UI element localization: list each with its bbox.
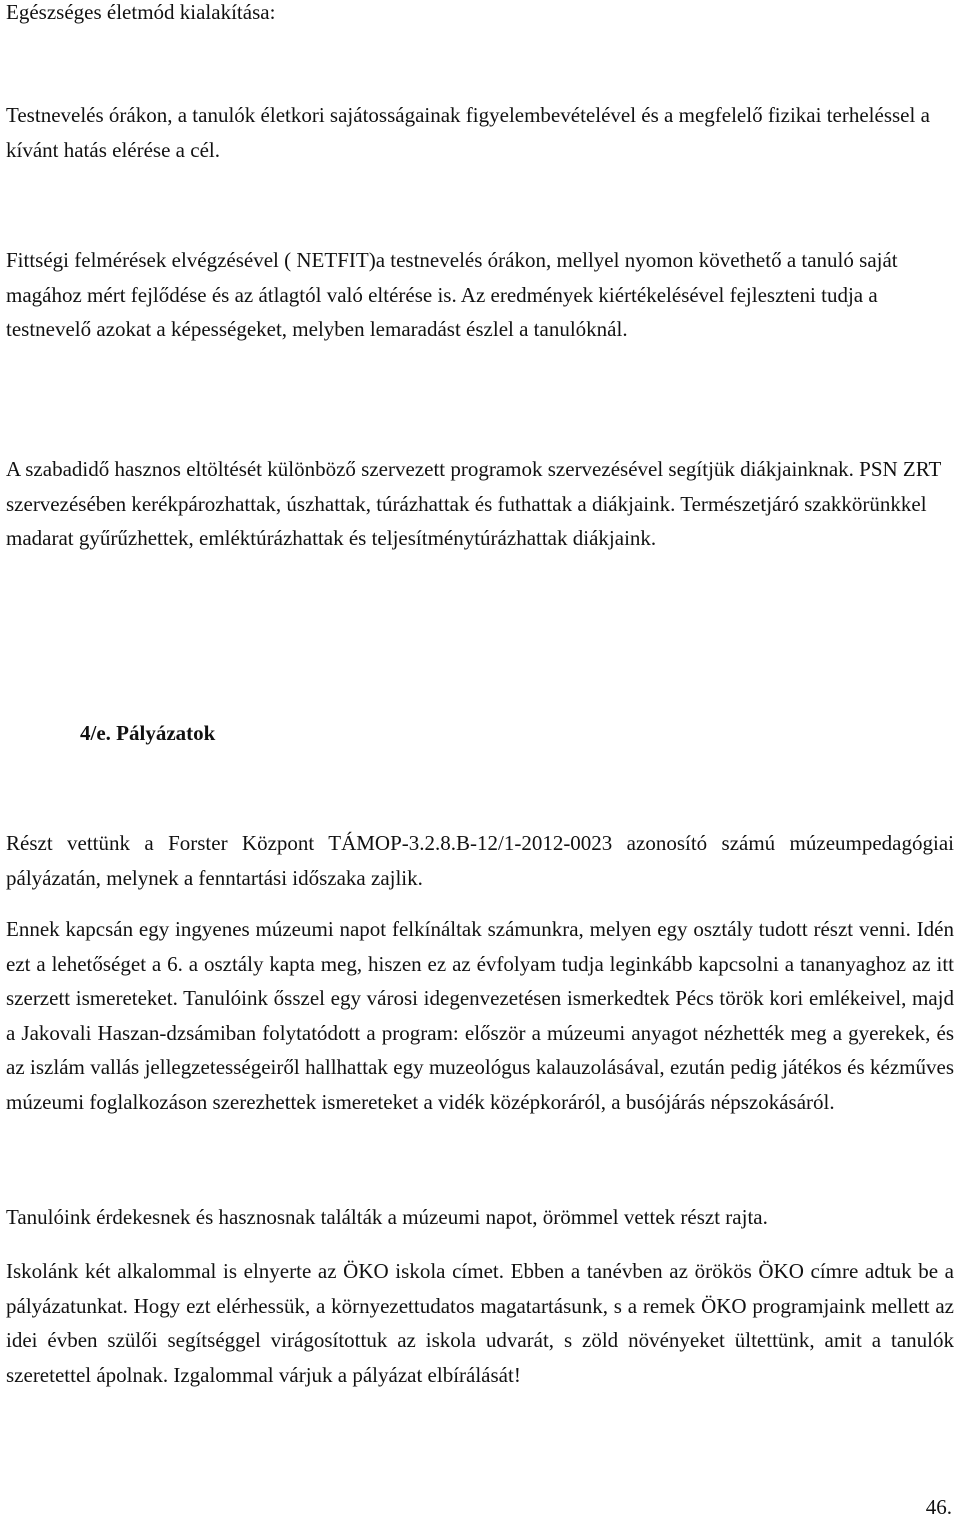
section-heading: 4/e. Pályázatok — [80, 721, 216, 745]
paragraph-students-opinion: Tanulóink érdekesnek és hasznosnak találták a múzeumi napot, örömmel vettek részt rajta. — [6, 1205, 768, 1229]
paragraph-free-time: A szabadidő hasznos eltöltését különböző szervezett programok szervezésével segítjük diákjainknak. PSN ZRT szervezésében kerékpározhattak, úszhattak, túrázhattak és futhattak a diákjaink. Természetjáró szakkörünkkel madarat gyűrűzhettek, emléktúrázhattak és teljesítménytúrázhattak diákjaink. — [6, 457, 941, 550]
intro-heading: Egészséges életmód kialakítása: — [6, 0, 276, 24]
paragraph-physical-education: Testnevelés órákon, a tanulók életkori sajátosságainak figyelembevételével és a megfelelő fizikai terheléssel a kívánt hatás elérése a cél. — [6, 103, 930, 162]
paragraph-netfit: Fittségi felmérések elvégzésével ( NETFIT)a testnevelés órákon, mellyel nyomon követhető a tanuló saját magához mért fejlődése és az átlagtól való eltérése is. Az eredmények kiértékelésével fejleszteni tudja a testnevelő azokat a képességeket, melyben lemaradást észlel a tanulóknál. — [6, 248, 898, 341]
paragraph-forster: Részt vettünk a Forster Központ TÁMOP-3.2.8.B-12/1-2012-0023 azonosító számú múzeumpedagógiai pályázatán, melynek a fenntartási időszaka zajlik. — [6, 831, 954, 890]
paragraph-museum-day: Ennek kapcsán egy ingyenes múzeumi napot felkínáltak számunkra, melyen egy osztály tudott részt venni. Idén ezt a lehetőséget a 6. a osztály kapta meg, hiszen ez az évfolyam tudja leginkább kapcsolni a tananyaghoz az itt szerzett ismereteket. Tanulóink ősszel egy városi idegenvezetésen ismerkedtek Pécs török kori emlékeivel, majd a Jakovali Haszan-dzsámiban folytatódott a program: először a múzeumi anyagot nézhették meg a gyerekek, és az iszlám vallás jellegzetességeiről hallhattak egy muzeológus kalauzolásával, ezután pedig játékos és kézműves múzeumi foglalkozáson szerezhettek ismereteket a vidék középkoráról, a busójárás népszokásáról. — [6, 917, 954, 1114]
paragraph-eco-school: Iskolánk két alkalommal is elnyerte az ÖKO iskola címet. Ebben a tanévben az örökös ÖKO címre adtuk be a pályázatunkat. Hogy ezt elérhessük, a környezettudatos magatartásunk, s a remek ÖKO programjaink mellett az idei évben szülői segítséggel virágosítottuk az iskola udvarát, s zöld növényeket ültettünk, amit a tanulók szeretettel ápolnak. Izgalommal várjuk a pályázat elbírálását! — [6, 1259, 954, 1387]
page-number: 46. — [925, 1495, 952, 1519]
